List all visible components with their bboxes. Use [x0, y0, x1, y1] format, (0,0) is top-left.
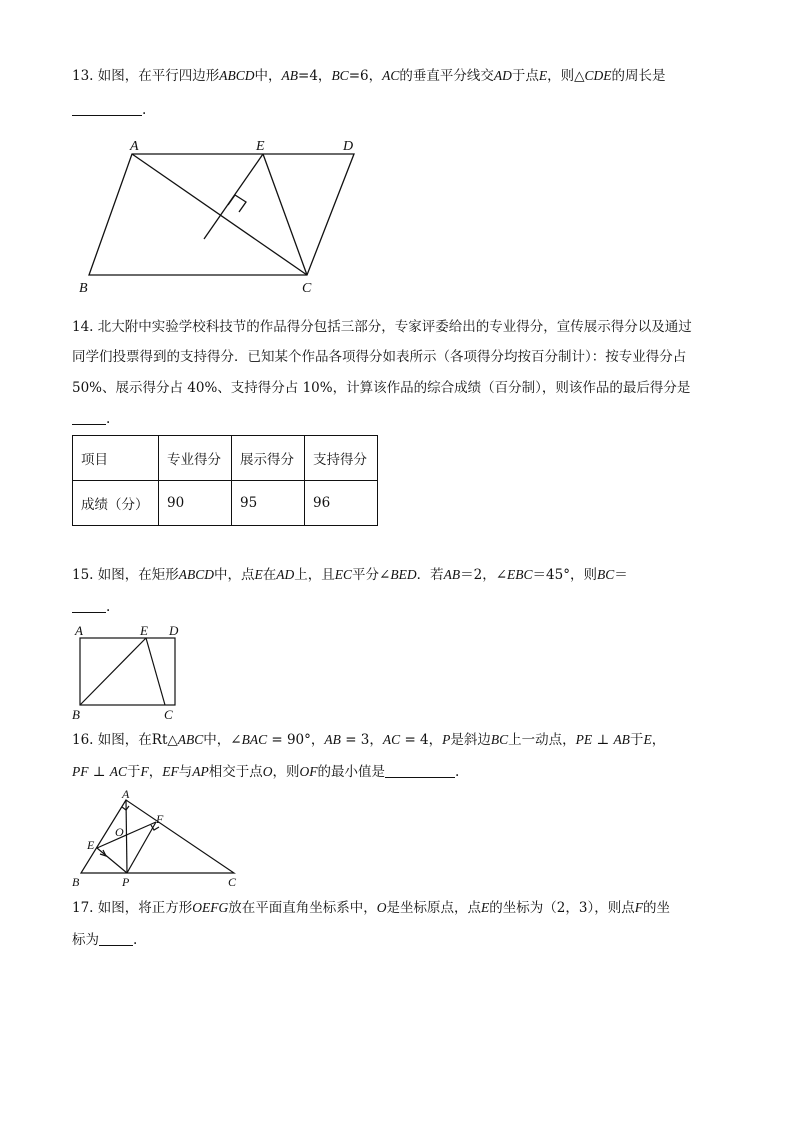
q16-text-line1: 16. 如图，在Rt△ABC中，∠BAC = 90°，AB = 3，AC = 4，P是斜边BC上一动点，PE ⊥ AB于E， [72, 732, 666, 748]
q16-answer-blank[interactable] [385, 763, 455, 778]
q14-text-line3: 50%、展示得分占 40%、支持得分占 10%，计算该作品的综合成绩（百分制），则该作品的最后得分是 [72, 380, 691, 396]
q13-diagonal-ac [132, 154, 307, 275]
q14-number: 14. [72, 319, 94, 335]
q13-segment-ec [263, 154, 307, 275]
q13-label-c: C [302, 281, 312, 296]
table-cell: 96 [305, 481, 378, 526]
table-cell: 成绩（分） [73, 481, 159, 526]
q16-segment-pe [97, 848, 127, 873]
q13-figure [70, 132, 370, 297]
q13-answer-blank[interactable] [72, 101, 142, 116]
q15-segment-be [80, 638, 146, 705]
q14-text-line1: 14. 北大附中实验学校科技节的作品得分包括三部分，专家评委给出的专业得分，宣传展示得分以及通过 [72, 319, 692, 335]
q16-segment-ap [126, 800, 127, 873]
table-cell: 90 [159, 481, 232, 526]
q15-text: 15. 如图，在矩形ABCD中，点E在AD上，且EC平分∠BED．若AB＝2，∠EBC＝45°，则BC＝ [72, 567, 628, 583]
q13-answer-line: . [72, 100, 146, 120]
table-row [73, 481, 378, 526]
q16-segment-pf [127, 822, 156, 873]
q14-text-line2: 同学们投票得到的支持得分．已知某个作品各项得分如表所示（各项得分均按百分制计）：按专业得分占 [72, 349, 687, 365]
q13-label-a: A [130, 139, 139, 154]
q13-number: 13. [72, 68, 94, 84]
q15-answer-line: . [72, 597, 110, 617]
q14-score-table [72, 435, 378, 526]
q13-label-e: E [256, 139, 265, 154]
q15-figure [70, 622, 195, 722]
table-cell: 95 [232, 481, 305, 526]
table-row [73, 436, 378, 481]
q16-label-c: C [228, 875, 237, 889]
q16-label-p: P [122, 875, 130, 889]
q15-answer-blank[interactable] [72, 598, 106, 613]
q15-rectangle [80, 638, 175, 705]
table-cell: 专业得分 [159, 436, 232, 481]
q15-label-b: B [72, 707, 80, 722]
q13-label-b: B [79, 281, 88, 296]
q16-label-o: O [115, 825, 124, 839]
q15-number: 15. [72, 567, 94, 583]
q16-number: 16. [72, 732, 94, 748]
q15-label-a: A [75, 623, 83, 638]
q16-label-e: E [87, 838, 95, 852]
q16-label-a: A [122, 787, 130, 801]
q13-right-angle-mark [228, 195, 246, 212]
q13-text: 13. 如图，在平行四边形ABCD中，AB=4，BC=6，AC的垂直平分线交AD于点E，则△CDE的周长是 [72, 68, 666, 84]
q17-number: 17. [72, 900, 94, 916]
q17-text-line2: 标为 . [72, 932, 138, 948]
q16-label-b: B [72, 875, 80, 889]
q16-label-f: F [156, 812, 164, 826]
q14-answer-line: . [72, 409, 110, 429]
q13-label-d: D [343, 139, 354, 154]
table-cell: 展示得分 [232, 436, 305, 481]
table-cell: 项目 [73, 436, 159, 481]
q16-figure [66, 786, 246, 890]
q16-triangle-abc [81, 800, 234, 873]
q14-answer-blank[interactable] [72, 410, 106, 425]
q16-text-line2: PF ⊥ AC于F，EF与AP相交于点O，则OF的最小值是 . [72, 764, 460, 780]
q17-answer-blank[interactable] [99, 931, 133, 946]
q15-label-d: D [169, 623, 179, 638]
table-cell: 支持得分 [305, 436, 378, 481]
q15-label-c: C [164, 707, 173, 722]
q15-segment-ec [146, 638, 165, 705]
q15-label-e: E [140, 623, 148, 638]
q17-text-line1: 17. 如图，将正方形OEFG放在平面直角坐标系中，O是坐标原点，点E的坐标为（2，3），则点F的坐 [72, 900, 670, 916]
